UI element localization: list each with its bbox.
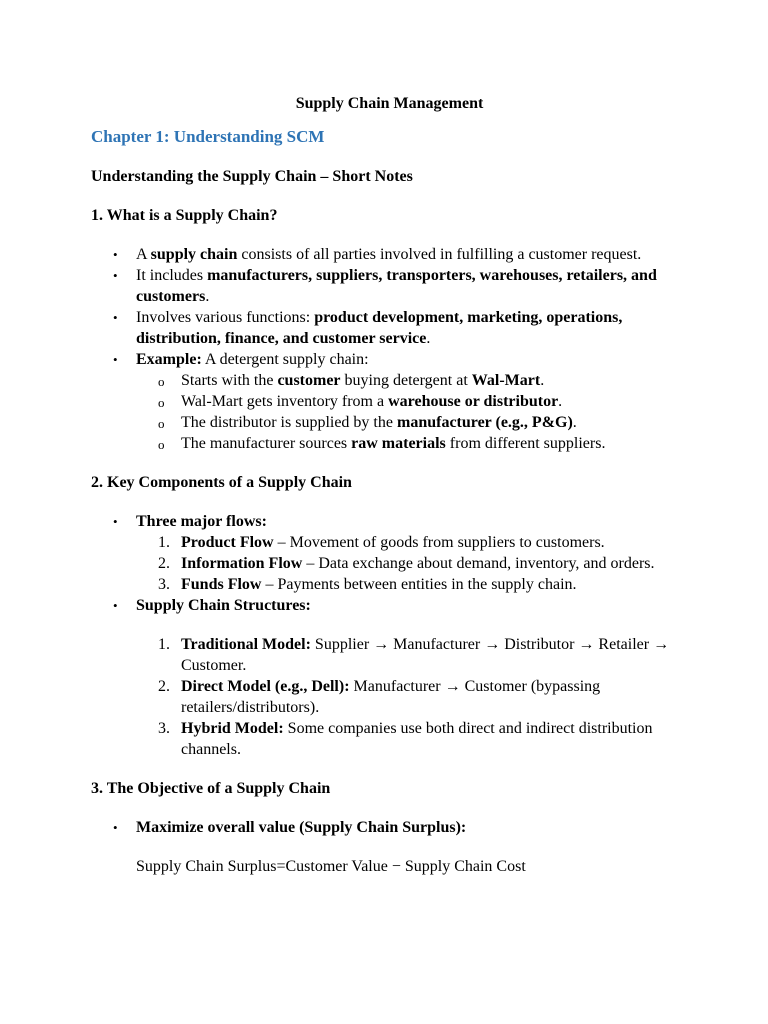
item-description: Supplier → Manufacturer → Distributor → Retailer → Customer. [181,636,670,674]
bullet-marker: • [113,352,118,367]
item-description: – Data exchange about demand, inventory, and orders. [302,555,655,572]
numbered-item [136,634,688,676]
text-run: . [540,372,545,389]
item-name: Information Flow [181,555,303,572]
text-run: The distributor is supplied by the [181,414,397,431]
item-number: 1. [158,636,170,653]
text-run: . [572,414,577,431]
bold-text: manufacturer (e.g., P&G) [396,414,573,431]
sub-list [136,370,688,454]
item-description: Some companies use both direct and indirect distribution channels. [181,720,653,758]
objective-text: Maximize overall value (Supply Chain Surplus): [136,819,467,836]
bullet-marker: • [113,514,118,529]
item-number: 3. [158,576,170,593]
text-run: . [426,330,431,347]
item-number: 2. [158,678,170,695]
sub-bullet-marker: o [158,437,165,452]
sub-bullet-marker: o [158,374,165,389]
text-run: Starts with the [181,372,278,389]
section-2-bullet-list [91,511,688,760]
bold-text: Example: [136,351,202,368]
structures-list [136,634,688,760]
bold-text: warehouse or distributor [388,393,559,410]
item-name: Traditional Model: [181,636,311,653]
bold-text: manufacturers, suppliers, transporters, warehouses, retailers, and customers [136,267,657,305]
bullet-marker: • [113,310,118,325]
sub-list-item [136,433,688,454]
section-1-heading: 1. What is a Supply Chain? [91,207,278,224]
bold-text: customer [277,372,341,389]
sub-list-item [136,391,688,412]
text-run: consists of all parties involved in fulfilling a customer request. [237,246,642,263]
sub-bullet-marker: o [158,395,165,410]
spacer [136,616,688,634]
section-3-bullet-list [91,817,688,838]
text-run: Involves various functions: [136,309,315,326]
numbered-item [136,676,688,718]
item-number: 1. [158,534,170,551]
bold-text: product development, marketing, operations, distribution, finance, and customer service [136,309,623,347]
text-run: Wal-Mart gets inventory from a [181,393,389,410]
item-name: Funds Flow [181,576,262,593]
bullet-marker: • [113,598,118,613]
text-run: . [205,288,210,305]
document-title: Supply Chain Management [295,95,484,112]
bold-text: Wal-Mart [471,372,541,389]
sub-list-item [136,412,688,433]
structures-label: Supply Chain Structures: [136,597,311,614]
bullet-marker: • [113,247,118,262]
item-description: – Payments between entities in the supply chain. [261,576,577,593]
item-description: – Movement of goods from suppliers to customers. [273,534,605,551]
section-2-heading: 2. Key Components of a Supply Chain [91,474,352,491]
list-item [91,817,688,838]
list-item [91,511,688,595]
item-name: Direct Model (e.g., Dell): [181,678,350,695]
flows-label: Three major flows: [136,513,267,530]
item-name: Product Flow [181,534,274,551]
surplus-formula: Supply Chain Surplus=Customer Value − Supply Chain Cost [136,858,526,875]
list-item [91,595,688,760]
list-item [91,307,688,349]
bullet-marker: • [113,268,118,283]
notes-title: Understanding the Supply Chain – Short Notes [91,168,413,185]
numbered-item [136,574,688,595]
sub-bullet-marker: o [158,416,165,431]
item-description: Manufacturer → Customer (bypassing retailers/distributors). [181,678,601,716]
text-run: from different suppliers. [445,435,606,452]
section-3-heading: 3. The Objective of a Supply Chain [91,780,331,797]
numbered-item [136,718,688,760]
numbered-item [136,532,688,553]
list-item [91,265,688,307]
list-item [91,244,688,265]
text-run: buying detergent at [340,372,472,389]
text-run: A [136,246,151,263]
chapter-heading: Chapter 1: Understanding SCM [91,127,325,146]
text-run: It includes [136,267,208,284]
numbered-item [136,553,688,574]
section-1-bullet-list [91,244,688,454]
bold-text: supply chain [150,246,238,263]
text-run: A detergent supply chain: [201,351,369,368]
bullet-marker: • [113,820,118,835]
list-item [91,349,688,454]
bold-text: raw materials [351,435,446,452]
text-run: . [558,393,563,410]
item-number: 3. [158,720,170,737]
sub-list-item [136,370,688,391]
item-number: 2. [158,555,170,572]
text-run: The manufacturer sources [181,435,352,452]
flows-list [136,532,688,595]
item-name: Hybrid Model: [181,720,284,737]
